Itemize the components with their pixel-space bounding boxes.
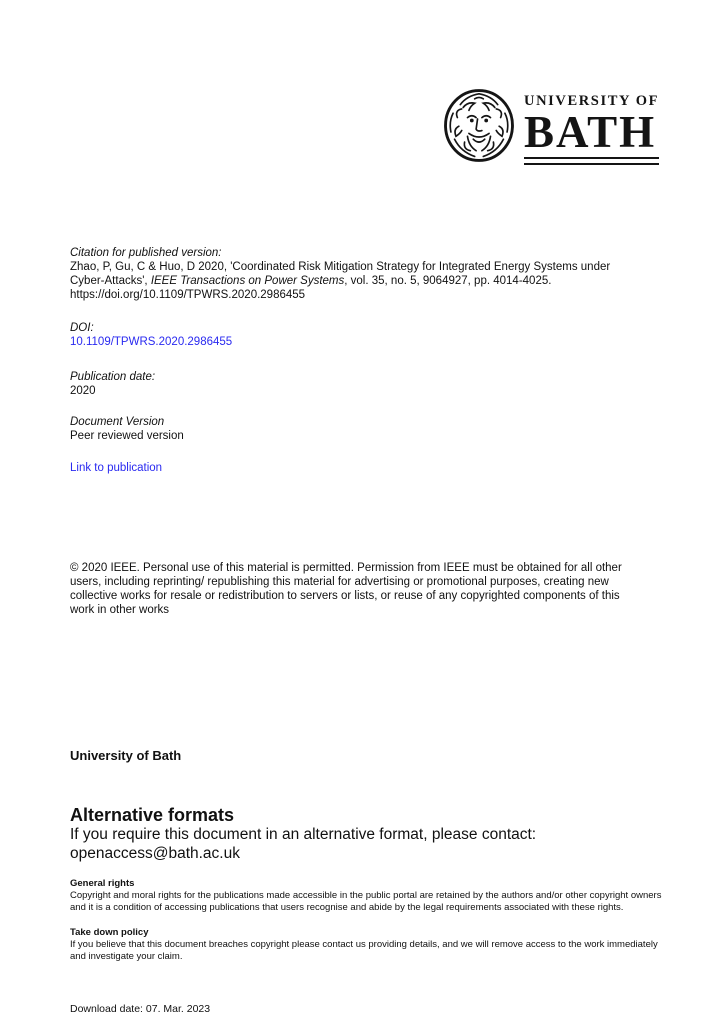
citation-doi-url: https://doi.org/10.1109/TPWRS.2020.2986455 xyxy=(70,289,306,301)
copyright-notice xyxy=(70,561,622,617)
publication-date-value: 2020 xyxy=(70,385,96,397)
alternative-formats-body: If you require this document in an alternative format, please contact: xyxy=(70,826,537,843)
logo-wordmark xyxy=(524,88,659,165)
document-version-section xyxy=(70,415,184,443)
citation-line xyxy=(70,274,610,288)
take-down-policy-line: If you believe that this document breaches copyright please contact us providing details, and we will remove access to the work immediately xyxy=(70,939,658,950)
citation-text-post: , vol. 35, no. 5, 9064927, pp. 4014-4025. xyxy=(344,275,552,287)
alternative-formats-section xyxy=(70,805,536,863)
copyright-line: collective works for resale or redistribution to servers or lists, or reuse of any copyrighted components of this xyxy=(70,590,620,602)
copyright-line: users, including reprinting/ republishing this material for advertising or promotional purposes, creating new xyxy=(70,576,609,588)
link-to-publication-section xyxy=(70,461,162,475)
publication-date-section xyxy=(70,370,155,398)
take-down-policy-heading: Take down policy xyxy=(70,927,149,938)
bath-crest-icon xyxy=(443,88,515,163)
citation-section xyxy=(70,246,610,302)
take-down-policy-line: and investigate your claim. xyxy=(70,951,183,962)
doi-section xyxy=(70,321,232,349)
download-date: Download date: 07. Mar. 2023 xyxy=(70,1003,211,1015)
take-down-policy-section xyxy=(70,927,658,963)
doi-label: DOI: xyxy=(70,322,94,334)
logo-bath-text: BATH xyxy=(524,107,657,157)
citation-journal-title: IEEE Transactions on Power Systems xyxy=(150,275,345,287)
alternative-formats-heading: Alternative formats xyxy=(70,805,235,825)
copyright-line: © 2020 IEEE. Personal use of this material is permitted. Permission from IEEE must be obtained for all other xyxy=(70,562,622,574)
alternative-formats-email: openaccess@bath.ac.uk xyxy=(70,845,240,862)
institution-heading: University of Bath xyxy=(70,748,182,763)
general-rights-section xyxy=(70,878,661,914)
document-version-value: Peer reviewed version xyxy=(70,430,184,442)
publication-date-label: Publication date: xyxy=(70,371,156,383)
link-to-publication[interactable]: Link to publication xyxy=(70,462,163,474)
logo-double-rule xyxy=(524,157,659,165)
general-rights-heading: General rights xyxy=(70,878,135,889)
citation-line: Zhao, P, Gu, C & Huo, D 2020, 'Coordinated Risk Mitigation Strategy for Integrated Energy Systems under xyxy=(70,261,611,273)
logo-university-of-text: UNIVERSITY OF xyxy=(524,93,660,109)
citation-text-pre: Cyber-Attacks', xyxy=(70,275,151,287)
copyright-line: work in other works xyxy=(70,604,170,616)
general-rights-line: Copyright and moral rights for the publications made accessible in the public portal are retained by the authors and/or other copyright owners xyxy=(70,890,662,901)
university-of-bath-logo xyxy=(443,88,659,165)
general-rights-line: and it is a condition of accessing publications that users recognise and abide by the legal requirements associated with these rights. xyxy=(70,902,624,913)
doi-link[interactable]: 10.1109/TPWRS.2020.2986455 xyxy=(70,336,233,348)
document-version-label: Document Version xyxy=(70,416,165,428)
citation-label: Citation for published version: xyxy=(70,247,222,259)
